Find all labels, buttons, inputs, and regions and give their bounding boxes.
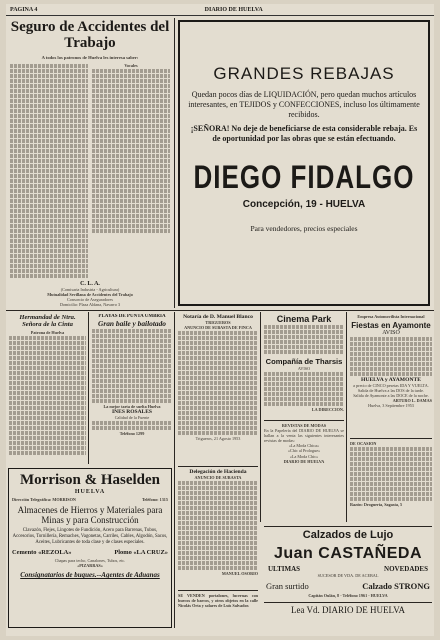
morrison-main: Almacenes de Hierros y Materiales para Minas y para Construcción [17,505,163,526]
seguro-title: Seguro de Accidentes del Trabajo [10,20,170,51]
morrison-telegraph: Dirección Telegráfica: MORRISON [12,497,76,502]
seguro-vocales-heading: Vocales [124,62,138,68]
calzados-slogan: Lea Vd. DIARIO DE HUELVA [264,602,432,615]
revistas-item: «La Moda Chic» [289,453,319,459]
rebajas-title: GRANDES REBAJAS [213,64,395,83]
seguro-right-text [92,63,170,279]
calzados-surtido: Gran surtido [266,581,309,592]
seguro-org-sub: (Comisaria Industria - Agricultura) [60,286,120,292]
morrison-title: Morrison & Haselden [20,472,160,488]
calzados-novedades: NOVEDADES [384,565,428,573]
calzados-owner: Juan CASTAÑEDA [273,545,423,562]
revistas-body: En la Papelería del DIARIO DE HUELVA se hallan a la venta las siguientes interesantes revistas de modas: [264,428,344,444]
rebajas-warning: ¡SEÑORA! No deje de beneficiarse de esta considerable rebaja. Es de oportunidad por las obras que se están efectuando. [190,124,418,143]
seguro-mutualidad: Mutualidad Sevillana de Accidentes del Trabajo [47,291,133,297]
notaria-title: Notaría de D. Manuel Blanco [183,314,253,320]
hermandad-article [9,314,86,464]
playa-brand: INES ROSALES [112,409,152,416]
ocasion-title: DE OCASION [350,441,377,446]
ayamonte-company: Empresa Automovilista Internacional [357,314,425,319]
ayamonte-date: Huelva, 3 Septiembre 1953 [368,403,414,409]
newspaper-name: DIARIO DE HUELVA [204,6,263,13]
page-number: PAGINA 4 [10,6,38,13]
notaria-sub2: ANUNCIO DE SUBASTA DE FINCA [184,325,252,331]
notaria-date: Trigueros, 21 Agosto 1953 [195,436,241,442]
playa-phone: Teléfono 1299 [119,431,145,437]
playa-ad [92,314,172,464]
calzados-strong: Calzado STRONG [362,581,430,592]
morrison-pizarras: «PIZARRAS» [77,563,103,569]
ayamonte-aviso: AVISO [382,330,400,337]
calzados-title: Calzados de Lujo [302,529,394,541]
hacienda-signature: MANUEL OSORIO [221,571,258,577]
rebajas-shop-name: DIEGO FIDALGO [193,158,415,196]
seguro-left-text [10,63,88,279]
venden-ad [178,590,258,628]
revistas-ad [264,420,344,468]
seguro-consorcio: Consorcio de Aseguradores [66,296,114,302]
column-divider [174,312,175,628]
morrison-cement: Cemento «REZOLA» [12,549,72,557]
column-divider [174,18,175,308]
morrison-details: Clavazón, Flejes, Lingotes de Fundición, Acero para Barrenas, Tubos, Accesorios, Tornillería, Remaches, Vagonetas, Carriles, Cables, Algodón, Sacos, Aceites, Lubricantes de toda clase y de clases especiales. [12,528,168,546]
venden-text: SE VENDEN portalones, lucernas con huecos de barcos, y otros objetos en la calle Nicolás Orta y solares de Luis Salvador. [178,593,258,609]
seguro-article [10,20,170,308]
ocasion-footer: Razón: Droguería, Sagasta, 5 [350,502,403,508]
column-divider [346,312,347,522]
ayamonte-title: Fiestas en Ayamonte [351,321,431,331]
morrison-plaster: Plomo «LA CRUZ» [114,549,168,557]
playa-title: PLAYAS DE PUNTA UMBRIA [98,314,166,319]
hacienda-title: Delegación de Hacienda [189,469,247,475]
page-header [6,4,434,16]
column-divider [260,312,261,522]
revistas-item: «Chic al Prologue» [287,448,321,454]
calzados-ad [264,526,432,630]
rebajas-address: Concepción, 19 - HUELVA [242,199,366,210]
ayamonte-route: HUELVA y AYAMONTE [361,377,421,384]
newspaper-page [6,4,434,636]
tharsis-direction: LA DIRECCION. [311,407,344,413]
revistas-item: «La Moda Chica» [288,443,320,449]
ayamonte-signature: ARTURO L. DAMAS [392,398,432,404]
column-divider [88,312,89,464]
playa-subtitle: Gran baile y bailotado [98,319,166,328]
section-divider [6,310,434,311]
cinema-title: Cinema Park [276,314,332,324]
morrison-tinplate: Chapas para techo, Canalones, Tubos, etc. [54,558,126,564]
ayamonte-salida-ayamonte: Salida de Ayamonte a las DOCE de la noche. [353,393,429,399]
hacienda-sub: ANUNCIO DE SUBASTA [194,475,242,480]
seguro-org: C. L. A. [80,280,100,287]
seguro-intro: A todos los patronos de Huelva les interesa saber: [41,54,139,60]
hermandad-title: Hermandad de Ntra. Señora de la Cinta [19,314,76,329]
playa-sub2: Calidad de la Fuente [114,415,150,421]
morrison-ad [8,468,172,628]
cinema-article [264,314,344,414]
tharsis-title: Compañía de Tharsis [265,357,343,366]
ayamonte-ad [350,314,432,434]
morrison-city: HUELVA [74,489,106,495]
rebajas-ad [178,20,430,306]
rebajas-footer: Para vendedores, precios especiales [250,224,358,233]
hermandad-subtitle: Patrona de Huelva [30,329,65,335]
calzados-ultimas: ULTIMAS [268,565,301,573]
morrison-phone: Teléfono: 1315 [141,497,168,502]
revistas-footer: DIARIO DE HUELVA [283,458,325,464]
ocasion-ad [350,438,432,522]
notaria-sub: TRIGUEROS [205,320,231,325]
ayamonte-price: a precio de CINCO pesetas IDA Y VUELTA. [353,383,429,389]
playa-bottom-title: La mejor tarta de suelta Huelva [103,404,161,409]
hacienda-article [178,466,258,588]
calzados-address: Capitán Oulán, 8 - Teléfono 1961 - HUELVA [308,593,388,599]
revistas-title: REVISTAS DE MODAS [281,423,327,428]
morrison-consignatarios: Consignatarios de buques.--Agentes de Aduanas [20,571,160,580]
calzados-successor: SUCESOR DE VDA. DE ACEBAL [317,573,379,578]
ayamonte-salida-huelva: Salida de Huelva a las DOS de la tarde. [357,388,425,394]
tharsis-aviso: AVISO [297,366,311,371]
notaria-article [178,314,258,462]
seguro-footer: Domicilio: Plaza Aldana, Navarro 3 [59,301,121,307]
rebajas-body: Quedan pocos días de LIQUIDACIÓN, pero quedan muchos artículos interesantes, en TEJIDOS y CONFECCIONES, incluso los últimamente recibidos. [188,90,420,119]
